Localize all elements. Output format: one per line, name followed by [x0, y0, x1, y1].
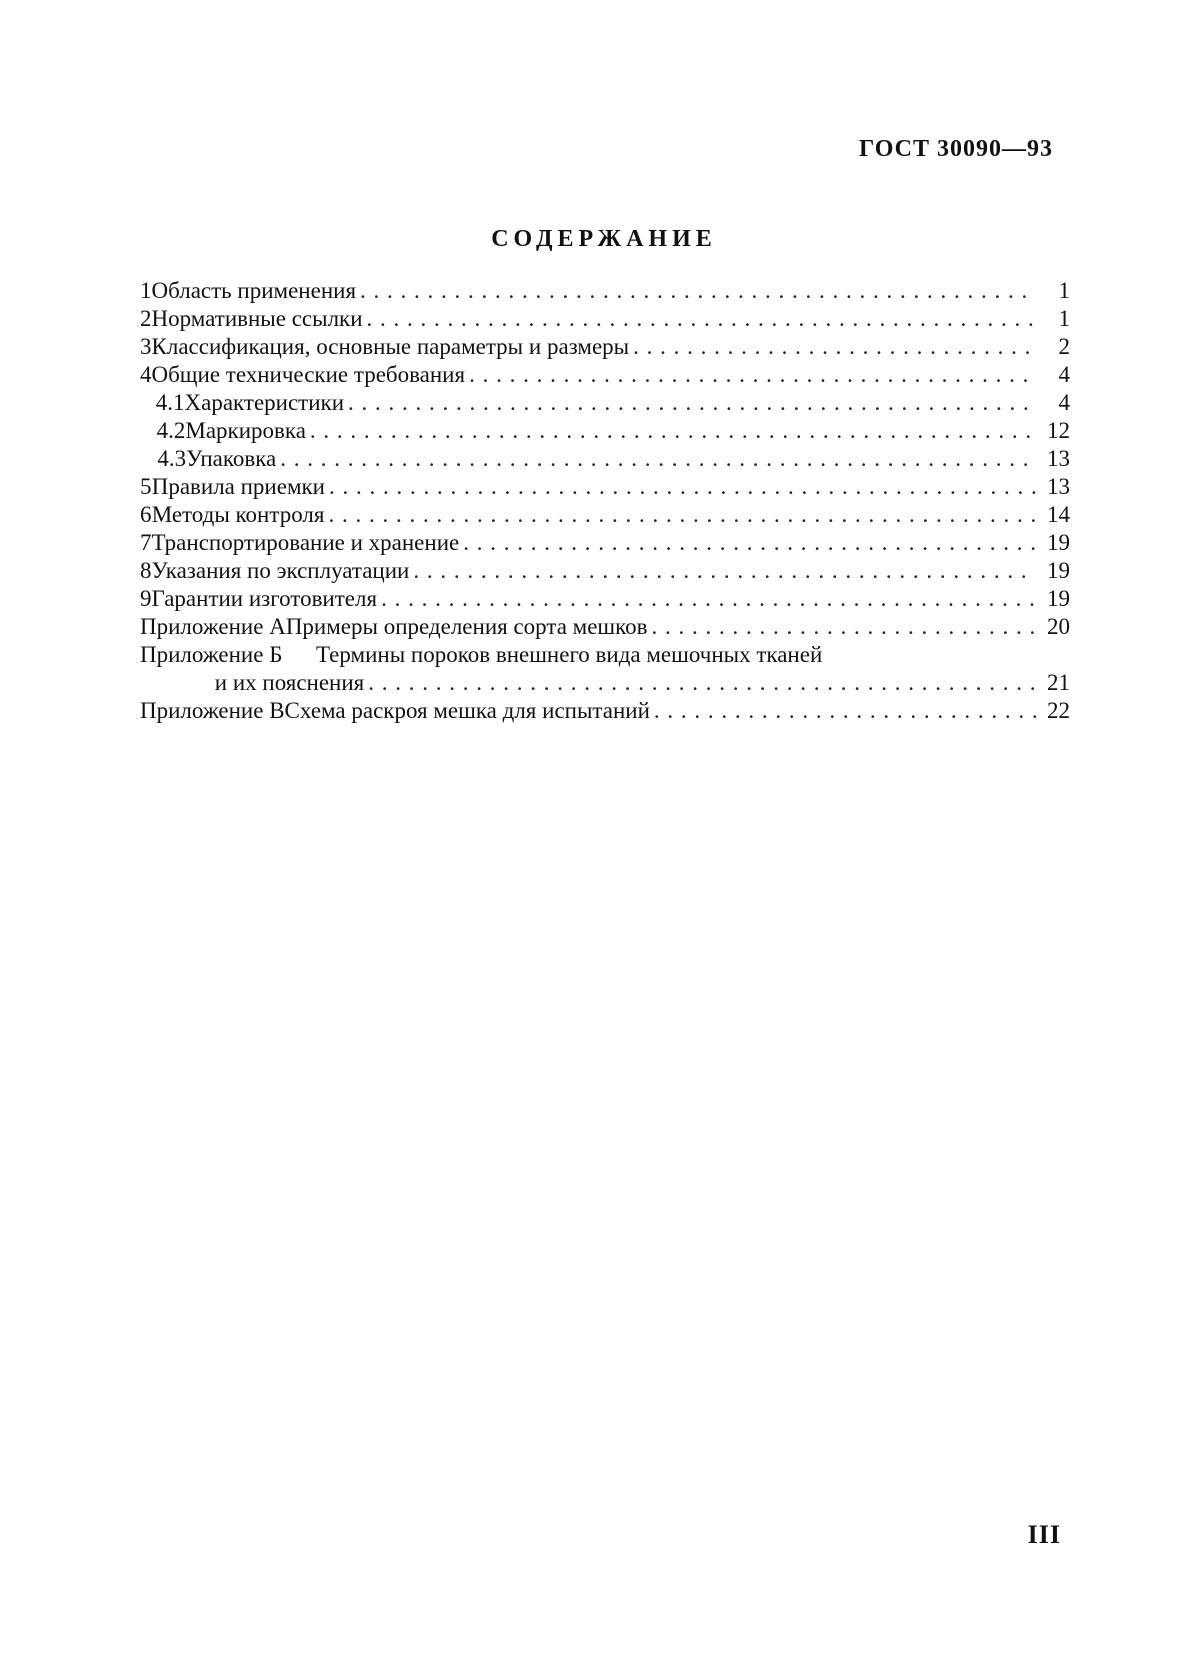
toc-entry-number: 4 — [140, 362, 152, 387]
toc-entry-page: 2 — [1058, 334, 1070, 359]
dot-leader — [413, 557, 1036, 585]
toc-appendix[interactable] — [140, 697, 1070, 725]
toc-entry[interactable] — [140, 473, 1070, 501]
toc-subentry-page: 12 — [1047, 418, 1070, 443]
toc-entry-number: 7 — [140, 530, 152, 555]
dot-leader — [654, 697, 1036, 725]
toc-entry-title: Область применения — [151, 278, 357, 303]
appendix-label: Приложение Б — [140, 642, 283, 667]
toc-subentry-title: Характеристики — [184, 390, 345, 415]
toc-entry-number: 5 — [140, 474, 152, 499]
toc-entry-page: 14 — [1047, 502, 1070, 527]
toc-entry[interactable] — [140, 305, 1070, 333]
toc-entry-number: 1 — [140, 278, 152, 303]
toc-entry-page: 4 — [1058, 362, 1070, 387]
standard-id: ГОСТ 30090—93 — [859, 136, 1053, 162]
toc-subentry[interactable] — [140, 417, 1070, 445]
dot-leader — [652, 613, 1037, 641]
toc-appendix-continuation[interactable] — [140, 669, 1070, 697]
toc-entry-page: 19 — [1047, 530, 1070, 555]
toc-entry-title: Общие технические требования — [151, 362, 466, 387]
dot-leader — [367, 305, 1036, 333]
toc-entry-title: Транспортирование и хранение — [151, 530, 460, 555]
appendix-title: Термины пороков внешнего вида мешочных тканей — [316, 642, 823, 667]
appendix-label: Приложение В — [140, 698, 285, 723]
toc-subentry-number: 4.1 — [155, 390, 185, 415]
toc-subentry[interactable] — [140, 445, 1070, 473]
toc-entry-page: 1 — [1058, 306, 1070, 331]
toc-subentry-number: 4.2 — [156, 418, 186, 443]
dot-leader — [368, 669, 1036, 697]
toc-entry-page: 19 — [1047, 586, 1070, 611]
appendix-title-continuation: и их пояснения — [214, 670, 365, 695]
dot-leader — [381, 585, 1036, 613]
toc-entry[interactable] — [140, 557, 1070, 585]
toc-entry[interactable] — [140, 333, 1070, 361]
toc-entry[interactable] — [140, 585, 1070, 613]
appendix-page: 21 — [1047, 670, 1070, 695]
dot-leader — [463, 529, 1036, 557]
toc-entry-number: 8 — [140, 558, 152, 583]
toc-subentry-title: Упаковка — [186, 446, 277, 471]
toc-entry-title: Правила приемки — [151, 474, 325, 499]
toc-subentry-number: 4.3 — [157, 446, 187, 471]
toc-entry-number: 3 — [140, 334, 152, 359]
toc-entry-title: Указания по эксплуатации — [151, 558, 410, 583]
toc-entry-number: 2 — [140, 306, 152, 331]
toc-subentry[interactable] — [140, 389, 1070, 417]
appendix-title: Примеры определения сорта мешков — [285, 614, 648, 639]
appendix-page: 20 — [1047, 614, 1070, 639]
toc-title: СОДЕРЖАНИЕ — [491, 226, 717, 252]
table-of-contents — [140, 277, 1070, 725]
toc-entry-page: 1 — [1058, 278, 1070, 303]
toc-entry-page: 13 — [1047, 474, 1070, 499]
appendix-page: 22 — [1047, 698, 1070, 723]
dot-leader — [348, 389, 1036, 417]
dot-leader — [329, 473, 1036, 501]
dot-leader — [310, 417, 1036, 445]
toc-subentry-page: 13 — [1047, 446, 1070, 471]
toc-entry[interactable] — [140, 361, 1070, 389]
toc-entry-number: 6 — [140, 502, 152, 527]
toc-subentry-title: Маркировка — [185, 418, 306, 443]
dot-leader — [469, 361, 1036, 389]
toc-entry[interactable] — [140, 277, 1070, 305]
page-number: III — [1027, 1520, 1061, 1549]
toc-entry-number: 9 — [140, 586, 152, 611]
toc-entry-title: Методы контроля — [151, 502, 325, 527]
appendix-title: Схема раскроя мешка для испытаний — [284, 698, 650, 723]
toc-entry-page: 19 — [1047, 558, 1070, 583]
toc-subentry-page: 4 — [1058, 390, 1070, 415]
toc-entry-title: Гарантии изготовителя — [151, 586, 378, 611]
toc-appendix[interactable] — [140, 641, 1070, 669]
toc-entry[interactable] — [140, 529, 1070, 557]
dot-leader — [328, 501, 1036, 529]
toc-entry-title: Нормативные ссылки — [151, 306, 363, 331]
toc-entry-title: Классификация, основные параметры и размеры — [151, 334, 630, 359]
toc-entry[interactable] — [140, 501, 1070, 529]
toc-appendix[interactable] — [140, 613, 1070, 641]
dot-leader — [360, 277, 1036, 305]
dot-leader — [633, 333, 1036, 361]
dot-leader — [280, 445, 1036, 473]
appendix-label: Приложение А — [140, 614, 286, 639]
